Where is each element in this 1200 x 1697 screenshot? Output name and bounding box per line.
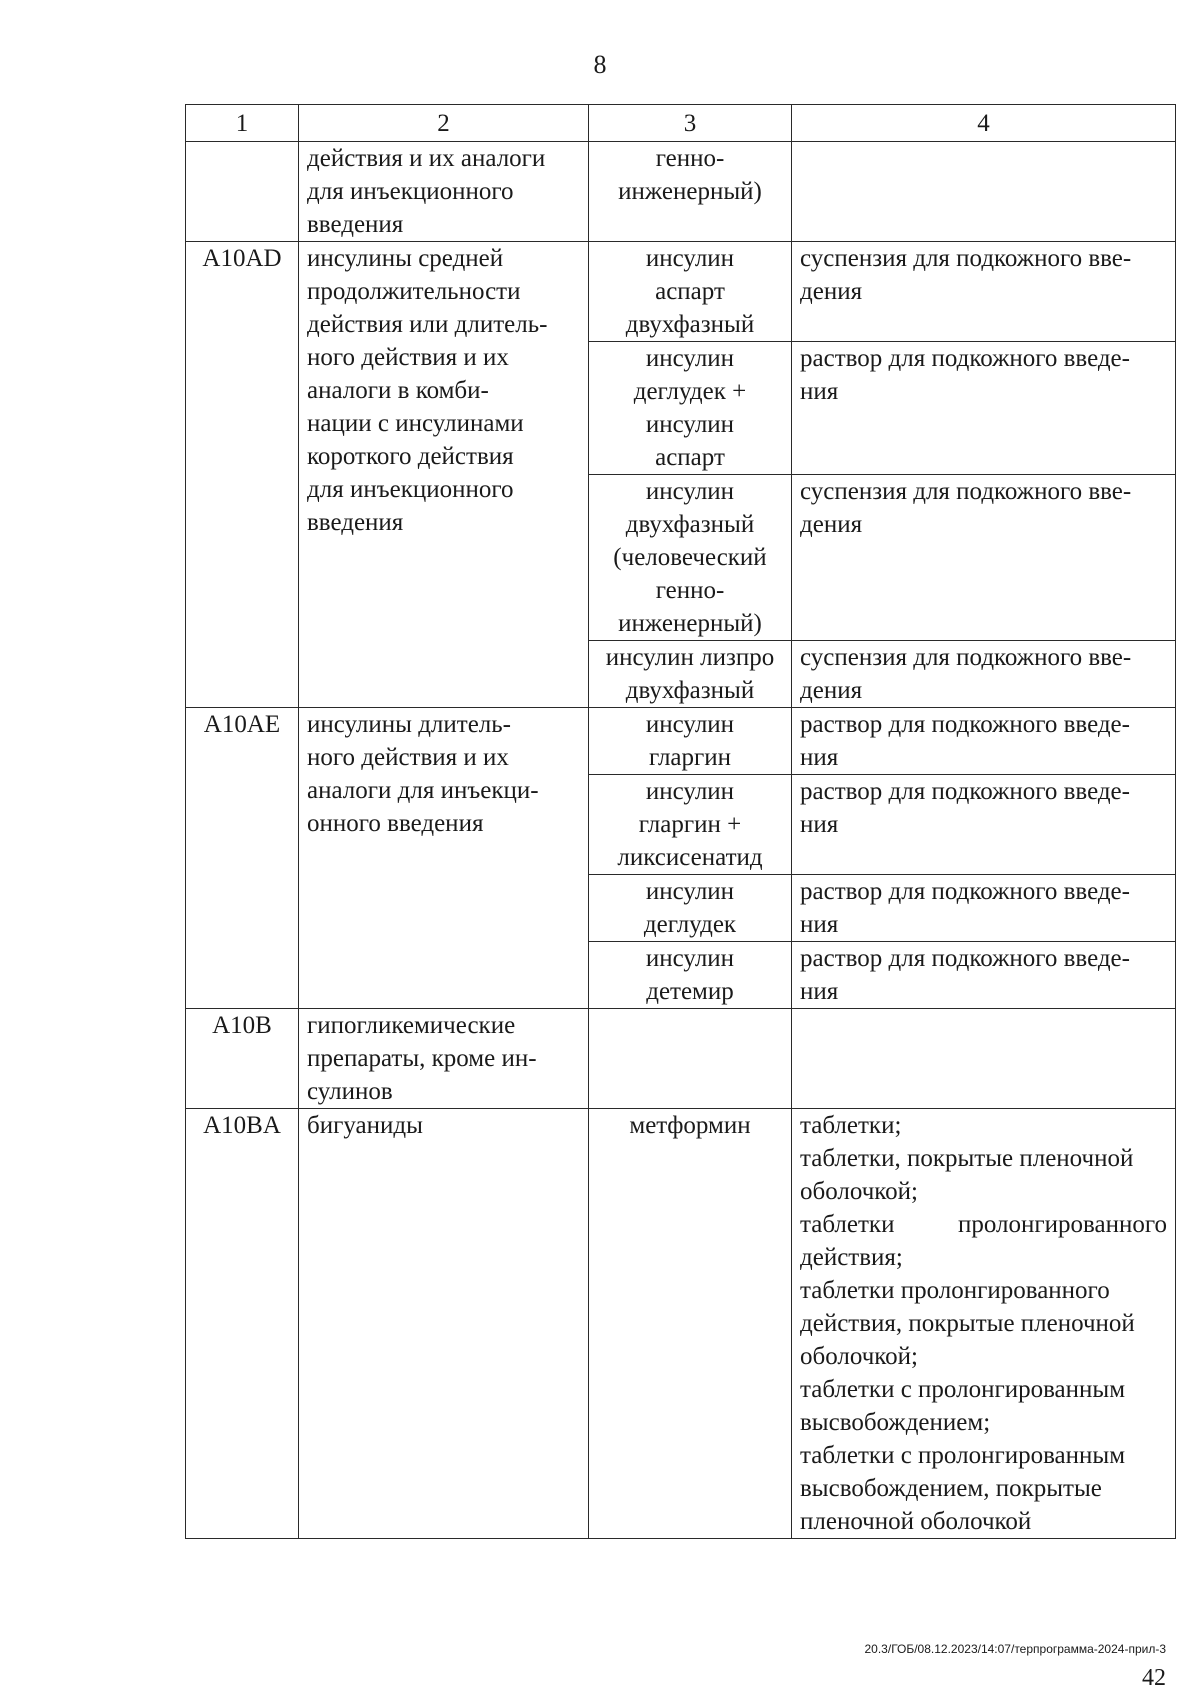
- dosage-form-line: [800, 1208, 1167, 1241]
- form-cell: суспензия для подкожного вве- дения: [792, 475, 1176, 641]
- drug-cell: инсулин деглудек: [589, 875, 792, 942]
- dosage-form-word: таблетки: [800, 1211, 895, 1238]
- drug-cell: инсулин гларгин: [589, 708, 792, 775]
- header-row: [186, 105, 1176, 142]
- code-cell: A10AD: [186, 242, 299, 708]
- form-cell: раствор для подкожного введе- ния: [792, 342, 1176, 475]
- drug-cell: инсулин аспарт двухфазный: [589, 242, 792, 342]
- form-cell: раствор для подкожного введе- ния: [792, 942, 1176, 1009]
- form-cell: раствор для подкожного введе- ния: [792, 875, 1176, 942]
- code-cell: [186, 142, 299, 242]
- drug-cell: [589, 1009, 792, 1109]
- page-number: 8: [593, 50, 607, 79]
- table-row: [186, 1009, 1176, 1109]
- code-cell: A10BA: [186, 1109, 299, 1539]
- form-cell: суспензия для подкожного вве- дения: [792, 641, 1176, 708]
- form-cell: [792, 1109, 1176, 1539]
- group-cell: инсулины средней продолжительности действия или длитель- ного действия и их аналоги в комби- нации с инсулинами короткого действия для инъекционного введения: [299, 242, 589, 708]
- column-header: 2: [299, 105, 589, 142]
- drug-cell: генно- инженерный): [589, 142, 792, 242]
- dosage-form: таблетки пролонгированного действия, покрытые пленочной оболочкой;: [800, 1277, 1135, 1370]
- dosage-form: таблетки с пролонгированным высвобождением, покрытые пленочной оболочкой: [800, 1442, 1126, 1535]
- sheet-number: 42: [1142, 1665, 1166, 1691]
- dosage-form: таблетки, покрытые пленочной оболочкой;: [800, 1145, 1134, 1205]
- code-cell: A10B: [186, 1009, 299, 1109]
- drug-cell: инсулин двухфазный (человеческий генно- инженерный): [589, 475, 792, 641]
- form-cell: раствор для подкожного введе- ния: [792, 708, 1176, 775]
- drug-cell: метформин: [589, 1109, 792, 1539]
- code-cell: A10AE: [186, 708, 299, 1009]
- table-row: [186, 142, 1176, 242]
- table-row: [186, 708, 1176, 775]
- form-cell: [792, 1009, 1176, 1109]
- drug-cell: инсулин гларгин + ликсисенатид: [589, 775, 792, 875]
- dosage-form: таблетки с пролонгированным высвобождением;: [800, 1376, 1126, 1436]
- group-cell: гипогликемические препараты, кроме ин- сулинов: [299, 1009, 589, 1109]
- drug-cell: инсулин лизпро двухфазный: [589, 641, 792, 708]
- group-cell: бигуаниды: [299, 1109, 589, 1539]
- column-header: 4: [792, 105, 1176, 142]
- drug-cell: инсулин детемир: [589, 942, 792, 1009]
- table-row: [186, 242, 1176, 342]
- form-cell: суспензия для подкожного вве- дения: [792, 242, 1176, 342]
- table-row: [186, 1109, 1176, 1539]
- group-cell: инсулины длитель- ного действия и их аналоги для инъекци- онного введения: [299, 708, 589, 1009]
- dosage-form-word: действия;: [800, 1244, 903, 1271]
- drug-table: [185, 104, 1176, 1539]
- dosage-form-word: пролонгированного: [958, 1211, 1167, 1238]
- column-header: 1: [186, 105, 299, 142]
- form-cell: [792, 142, 1176, 242]
- group-cell: действия и их аналоги для инъекционного введения: [299, 142, 589, 242]
- dosage-form: таблетки;: [800, 1112, 902, 1139]
- form-cell: раствор для подкожного введе- ния: [792, 775, 1176, 875]
- document-reference: 20.3/ГОБ/08.12.2023/14:07/терпрограмма-2024-прил-3: [864, 1642, 1166, 1656]
- drug-cell: инсулин деглудек + инсулин аспарт: [589, 342, 792, 475]
- column-header: 3: [589, 105, 792, 142]
